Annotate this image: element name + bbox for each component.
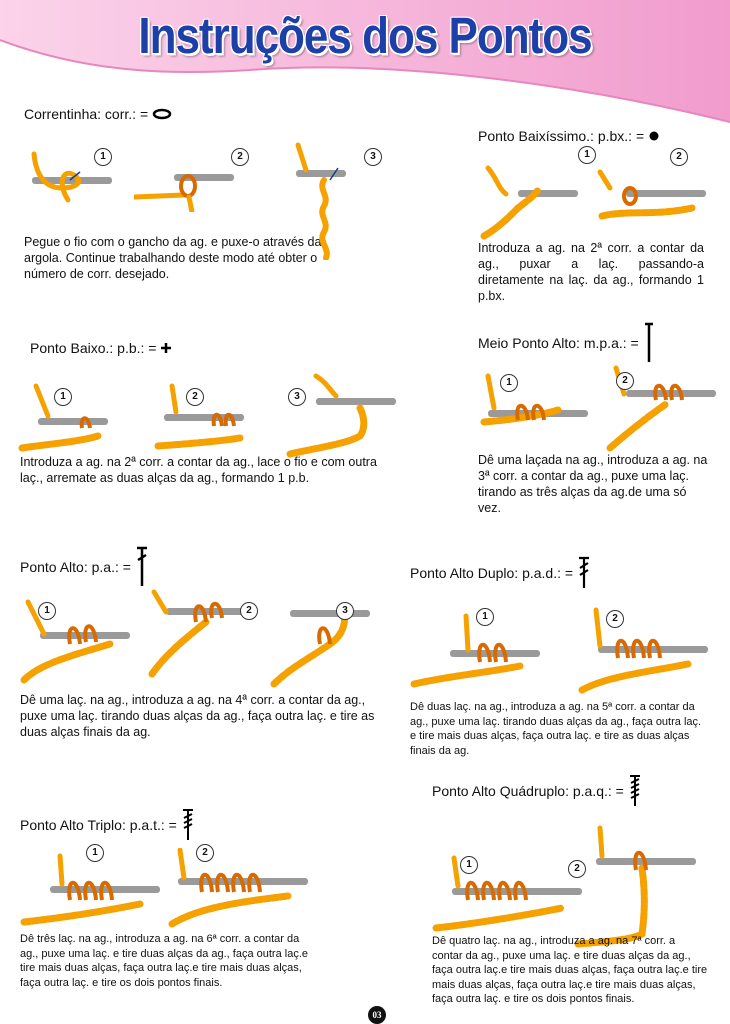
step-number: 2 [186, 388, 204, 406]
step-number: 1 [460, 856, 478, 874]
step-figure [168, 848, 308, 933]
page-number: 03 [368, 1006, 386, 1024]
section-heading [478, 128, 708, 144]
crochet-step-illustration [478, 160, 578, 240]
step-number: 1 [86, 844, 104, 862]
page-title: Instruções dos Pontos [138, 8, 592, 65]
section-title: Ponto Alto Quádruplo: p.a.q.: = [432, 783, 624, 799]
section-heading [20, 546, 380, 588]
step-number: 2 [568, 860, 586, 878]
step-number: 2 [240, 602, 258, 620]
step-figure [478, 160, 578, 245]
plus-icon [160, 342, 172, 354]
section-correntinha [24, 106, 376, 282]
step-figure [432, 854, 582, 939]
crochet-step-illustration [432, 854, 582, 934]
crochet-step-illustration [572, 824, 702, 948]
step-number: 1 [500, 374, 518, 392]
section-ponto-alto-triplo [20, 808, 320, 990]
t-bar-icon [643, 322, 655, 364]
section-title: Correntinha: corr.: = [24, 106, 149, 122]
crochet-step-illustration [146, 588, 256, 678]
section-heading [410, 556, 710, 590]
step-figure [578, 606, 708, 701]
step-figure [410, 610, 540, 695]
section-heading [30, 340, 390, 356]
t-three-slash-icon [181, 808, 195, 842]
step-figure [478, 370, 588, 455]
step-number: 1 [476, 608, 494, 626]
crochet-step-illustration [596, 162, 706, 232]
section-description: Dê uma laçada na ag., introduza a ag. na 3ª corr. a contar da ag., puxe uma laç. tirando as três alças da ag.de uma só vez. [478, 453, 708, 515]
step-number: 1 [94, 148, 112, 166]
crochet-step-illustration [154, 382, 254, 452]
filled-dot-icon [648, 130, 660, 142]
section-ponto-alto-duplo [410, 556, 710, 758]
step-number: 1 [38, 602, 56, 620]
section-description: Introduza a ag. na 2ª corr. a contar da ag., lace o fio e com outra laç., arremate as duas alças da ag., formando 1 p.b. [20, 455, 377, 485]
crochet-step-illustration [270, 588, 370, 688]
section-description: Dê uma laç. na ag., introduza a ag. na 4ª corr. a contar da ag., puxe uma laç. tirando duas alças da ag., faça outra laç. e tire as duas alças finais da ag. [20, 693, 375, 739]
step-number: 2 [616, 372, 634, 390]
section-description: Dê três laç. na ag., introduza a ag. na 6ª corr. a contar da ag., puxe uma laç. e tire duas alças da ag., faça outra laç.e tire mais duas alças, faça outra laç.e tire mais duas alças, faça outra laç. e tire os dois pontos finais. [20, 933, 309, 989]
step-number: 2 [606, 610, 624, 628]
step-number: 1 [54, 388, 72, 406]
step-number: 2 [231, 148, 249, 166]
crochet-step-illustration [286, 372, 396, 462]
section-description: Pegue o fio com o gancho da ag. e puxe-o através da argola. Continue trabalhando deste modo até obter o número de corr. desejado. [24, 235, 322, 281]
section-ponto-alto-quadruplo [432, 774, 712, 1005]
section-description: Introduza a ag. na 2ª corr. a contar da ag., puxar a laç. passando-a diretamente na laç. da ag., formando 1 p.bx. [478, 241, 704, 303]
section-ponto-baixo [20, 340, 390, 485]
step-number: 3 [336, 602, 354, 620]
step-number: 3 [288, 388, 306, 406]
chain-oval-icon [152, 108, 172, 120]
step-number: 1 [578, 146, 596, 164]
section-heading [478, 322, 710, 364]
crochet-step-illustration [410, 610, 540, 690]
section-heading [20, 808, 320, 842]
step-figure [146, 588, 256, 683]
step-figure [20, 852, 160, 931]
step-figure [20, 594, 130, 689]
crochet-step-illustration [168, 848, 308, 928]
section-title: Ponto Alto Triplo: p.a.t.: = [20, 817, 177, 833]
crochet-step-illustration [286, 140, 346, 260]
section-description: Dê quatro laç. na ag., introduza a ag. na 7ª corr. a contar da ag., puxe uma laç. e tire duas alças da ag., faça outra laç.e tire mais duas alças, faça outra laç.e tire mais duas alças, faça outra laç.e tire mais duas alças, faça outra laç. e tire os dois pontos finais. [432, 935, 708, 1005]
section-heading [432, 774, 712, 808]
step-figure [596, 162, 706, 237]
step-number: 2 [196, 844, 214, 862]
step-figure [270, 588, 370, 693]
step-number: 3 [364, 148, 382, 166]
section-meio-ponto-alto [478, 322, 710, 516]
crochet-step-illustration [20, 852, 160, 926]
step-figure [286, 140, 346, 265]
section-title: Ponto Baixo.: p.b.: = [30, 340, 157, 356]
step-figure [134, 152, 234, 217]
crochet-step-illustration [20, 594, 130, 684]
crochet-step-illustration [478, 370, 588, 450]
t-one-slash-icon [135, 546, 149, 588]
section-title: Ponto Baixíssimo.: p.bx.: = [478, 128, 645, 144]
t-two-slash-icon [577, 556, 591, 590]
section-title: Ponto Alto: p.a.: = [20, 559, 131, 575]
section-description: Dê duas laç. na ag., introduza a ag. na 5ª corr. a contar da ag., puxe uma laç. tirando duas alças da ag., faça outra laç. e tire mais duas alças, faça outra laç. e tire as duas alças finais da ag. [410, 701, 702, 757]
crochet-step-illustration [18, 376, 118, 456]
step-number: 2 [670, 148, 688, 166]
step-figure [286, 372, 396, 467]
t-four-slash-icon [628, 774, 642, 808]
section-title: Ponto Alto Duplo: p.a.d.: = [410, 565, 574, 581]
section-ponto-baixissimo [478, 128, 708, 304]
crochet-step-illustration [578, 606, 708, 696]
crochet-step-illustration [134, 152, 234, 212]
section-ponto-alto [20, 546, 380, 739]
section-title: Meio Ponto Alto: m.p.a.: = [478, 335, 639, 351]
section-heading [24, 106, 344, 122]
step-figure [154, 382, 254, 457]
